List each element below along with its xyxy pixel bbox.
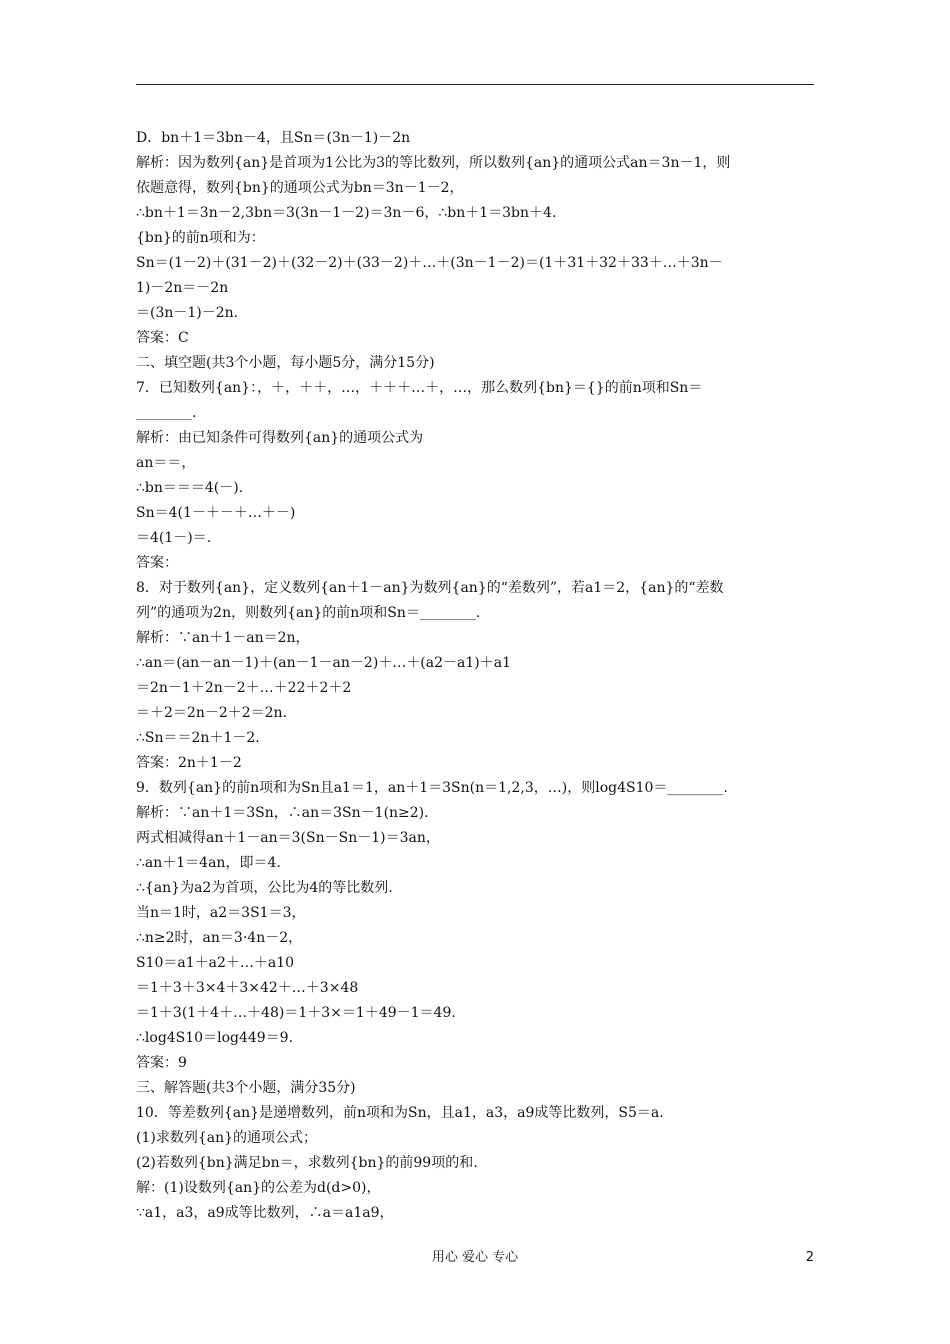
text-line: 解析：∵an＋1－an＝2n， [136,630,310,646]
text-line: ∴an＝(an－an－1)＋(an－1－an－2)＋…＋(a2－a1)＋a1 [136,655,511,671]
text-line: 两式相减得an＋1－an＝3(Sn－Sn－1)＝3an， [136,830,440,846]
text-line: 解：(1)设数列{an}的公差为d(d>0)， [136,1180,381,1196]
footer-slogan: 用心 爱心 专心 [431,1250,519,1265]
header-rule [136,84,814,85]
text-line: ∴{an}为a2为首项，公比为4的等比数列. [136,880,393,896]
text-line: ∴Sn＝＝2n＋1－2. [136,730,260,746]
text-line: ＝2n－1＋2n－2＋…＋22＋2＋2 [136,680,352,696]
document-body [136,126,826,1226]
text-line: 1)－2n＝－2n [136,280,229,296]
text-line: (1)求数列{an}的通项公式； [136,1130,318,1146]
text-line: 8．对于数列{an}，定义数列{an＋1－an}为数列{an}的“差数列”，若a1＝2，{an}的“差数 [136,580,724,596]
text-line: an＝＝， [136,455,196,471]
text-line: ∴bn＋1＝3n－2,3bn＝3(3n－1－2)＝3n－6，∴bn＋1＝3bn＋4. [136,205,557,221]
text-line: 解析：由已知条件可得数列{an}的通项公式为 [136,430,424,446]
text-line: 解析：∵an＋1＝3Sn，∴an＝3Sn－1(n≥2). [136,805,429,821]
text-line: Sn＝4(1－＋－＋…＋－) [136,505,296,521]
text-line: D．bn＋1＝3bn－4，且Sn＝(3n－1)－2n [136,130,411,146]
text-line: 答案：9 [136,1055,187,1071]
text-line: {bn}的前n项和为： [136,230,265,246]
text-line: 答案：2n＋1－2 [136,755,242,771]
text-line: 当n＝1时，a2＝3S1＝3， [136,905,306,921]
text-line: ∴n≥2时，an＝3·4n－2， [136,930,303,946]
text-line: 答案：C [136,330,189,346]
text-line: 解析：因为数列{an}是首项为1公比为3的等比数列，所以数列{an}的通项公式an＝3n－1，则 [136,155,731,171]
text-line: ∵a1，a3，a9成等比数列，∴a＝a1a9， [136,1205,394,1221]
text-line: 依题意得，数列{bn}的通项公式为bn＝3n－1－2， [136,180,464,196]
text-line: ＝1＋3＋3×4＋3×42＋…＋3×48 [136,980,359,996]
text-line: ＝＋2＝2n－2＋2＝2n. [136,705,288,721]
text-line: ∴log4S10＝log449＝9. [136,1030,294,1046]
text-line: ∴bn＝＝＝4(－). [136,480,244,496]
page-number: 2 [805,1250,814,1265]
text-line: ＝(3n－1)－2n. [136,305,239,321]
text-line: 三、解答题(共3个小题，满分35分) [136,1080,356,1096]
text-line: (2)若数列{bn}满足bn＝，求数列{bn}的前99项的和. [136,1155,478,1171]
text-line: S10＝a1＋a2＋…＋a10 [136,955,295,971]
text-line: 列”的通项为2n，则数列{an}的前n项和Sn＝________. [136,605,481,621]
text-line: 9．数列{an}的前n项和为Sn且a1＝1，an＋1＝3Sn(n＝1,2,3，…)，则log4S10＝________. [136,780,728,796]
text-line: ________. [136,405,197,421]
text-line: ＝4(1－)＝. [136,530,212,546]
text-line: ∴an＋1＝4an，即＝4. [136,855,281,871]
text-line: 二、填空题(共3个小题，每小题5分，满分15分) [136,355,435,371]
text-line: Sn＝(1－2)＋(31－2)＋(32－2)＋(33－2)＋…＋(3n－1－2)＝(1＋31＋32＋33＋…＋3n－ [136,255,723,271]
text-line: 答案： [136,555,178,571]
text-line: 10．等差数列{an}是递增数列，前n项和为Sn，且a1，a3，a9成等比数列，S5＝a. [136,1105,664,1121]
text-line: 7．已知数列{an}：，＋，＋＋，…，＋＋＋…＋，…，那么数列{bn}＝{}的前n项和Sn＝ [136,380,703,396]
text-line: ＝1＋3(1＋4＋…＋48)＝1＋3×＝1＋49－1＝49. [136,1005,456,1021]
